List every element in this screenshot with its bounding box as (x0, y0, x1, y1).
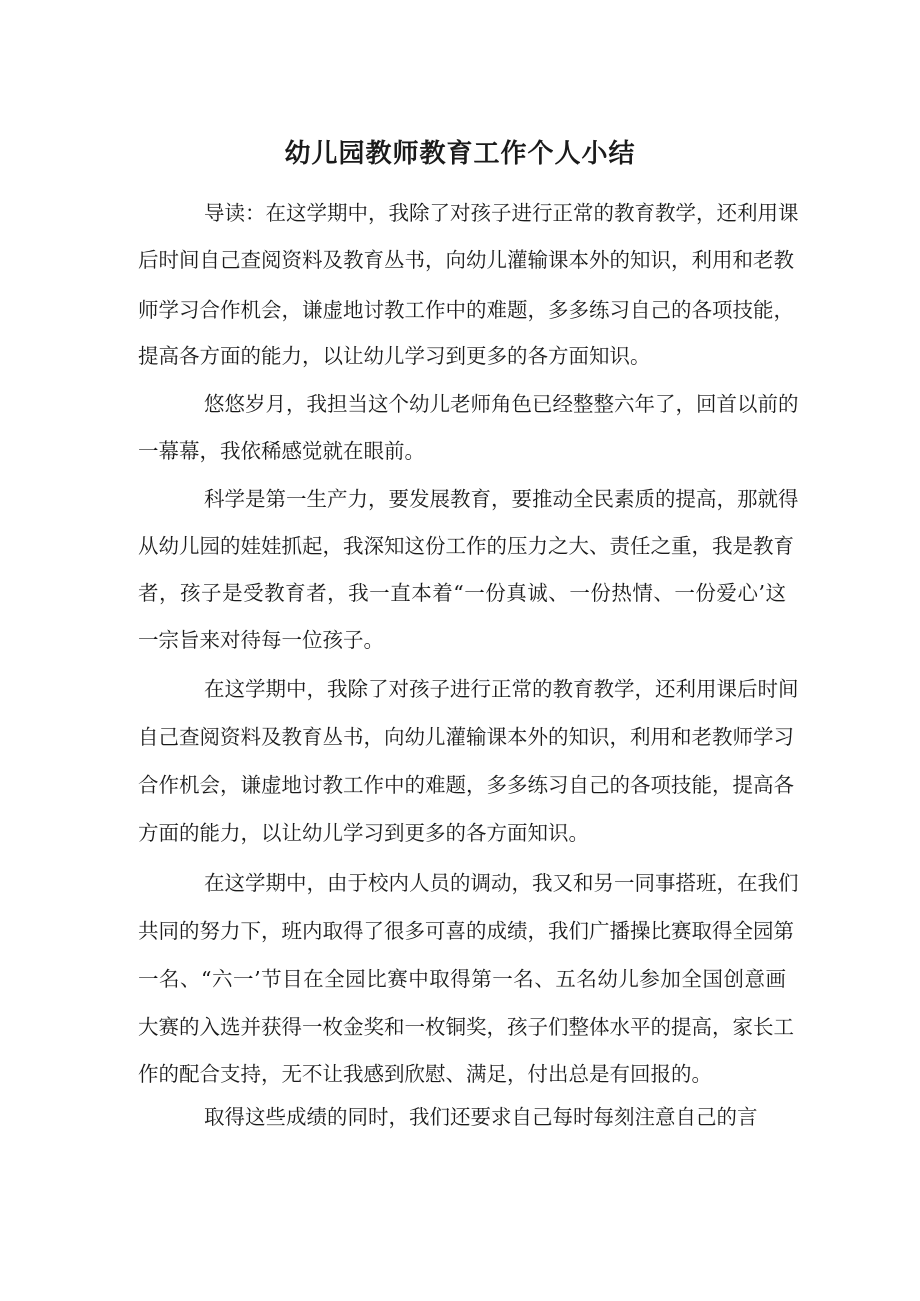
paragraph-line: 科学是第一生产力，要发展教育，要推动全民素质的提高，那就得 (204, 487, 799, 511)
document-title: 幼儿园教师教育工作个人小结 (284, 139, 636, 169)
paragraph-line: 合作机会，谦虚地讨教工作中的难题，多多练习自己的各项技能，提高各 (138, 773, 794, 797)
paragraph-line: 大赛的入选并获得一枚金奖和一枚铜奖，孩子们整体水平的提高，家长工 (138, 1015, 794, 1039)
paragraph-line: 提高各方面的能力，以让幼儿学习到更多的各方面知识。 (138, 344, 651, 368)
paragraph-line: 师学习合作机会，谦虚地讨教工作中的难题，多多练习自己的各项技能， (138, 298, 794, 322)
paragraph-line: 一名、“六一’节目在全园比赛中取得第一名、五名幼儿参加全国创意画 (138, 967, 786, 991)
paragraph-line: 方面的能力，以让幼儿学习到更多的各方面知识。 (138, 821, 589, 845)
paragraph-line: 取得这些成绩的同时，我们还要求自己每时每刻注意自己的言 (204, 1105, 758, 1129)
paragraph-line: 从幼儿园的娃娃抓起，我深知这份工作的压力之大、责任之重，我是教育 (138, 534, 794, 558)
paragraph-line: 一宗旨来对待每一位孩子。 (138, 628, 384, 652)
paragraph-line: 在这学期中，由于校内人员的调动，我又和另一同事搭班，在我们 (204, 871, 799, 895)
paragraph-line: 者，孩子是受教育者，我一直本着“一份真诚、一份热情、一份爱心’这 (138, 581, 786, 605)
paragraph-line: 导读：在这学期中，我除了对孩子进行正常的教育教学，还利用课 (204, 201, 799, 225)
paragraph-line: 在这学期中，我除了对孩子进行正常的教育教学，还利用课后时间 (204, 677, 799, 701)
paragraph-line: 一幕幕，我依稀感觉就在眼前。 (138, 439, 425, 463)
paragraph-line: 悠悠岁月，我担当这个幼儿老师角色已经整整六年了，回首以前的 (204, 392, 799, 416)
paragraph-line: 后时间自己查阅资料及教育丛书，向幼儿灌输课本外的知识，利用和老教 (138, 248, 794, 272)
paragraph-line: 自己查阅资料及教育丛书，向幼儿灌输课本外的知识，利用和老教师学习 (138, 725, 794, 749)
paragraph-line: 作的配合支持，无不让我感到欣慰、满足，付出总是有回报的。 (138, 1062, 712, 1086)
paragraph-line: 共同的努力下，班内取得了很多可喜的成绩，我们广播操比赛取得全园第 (138, 919, 794, 943)
